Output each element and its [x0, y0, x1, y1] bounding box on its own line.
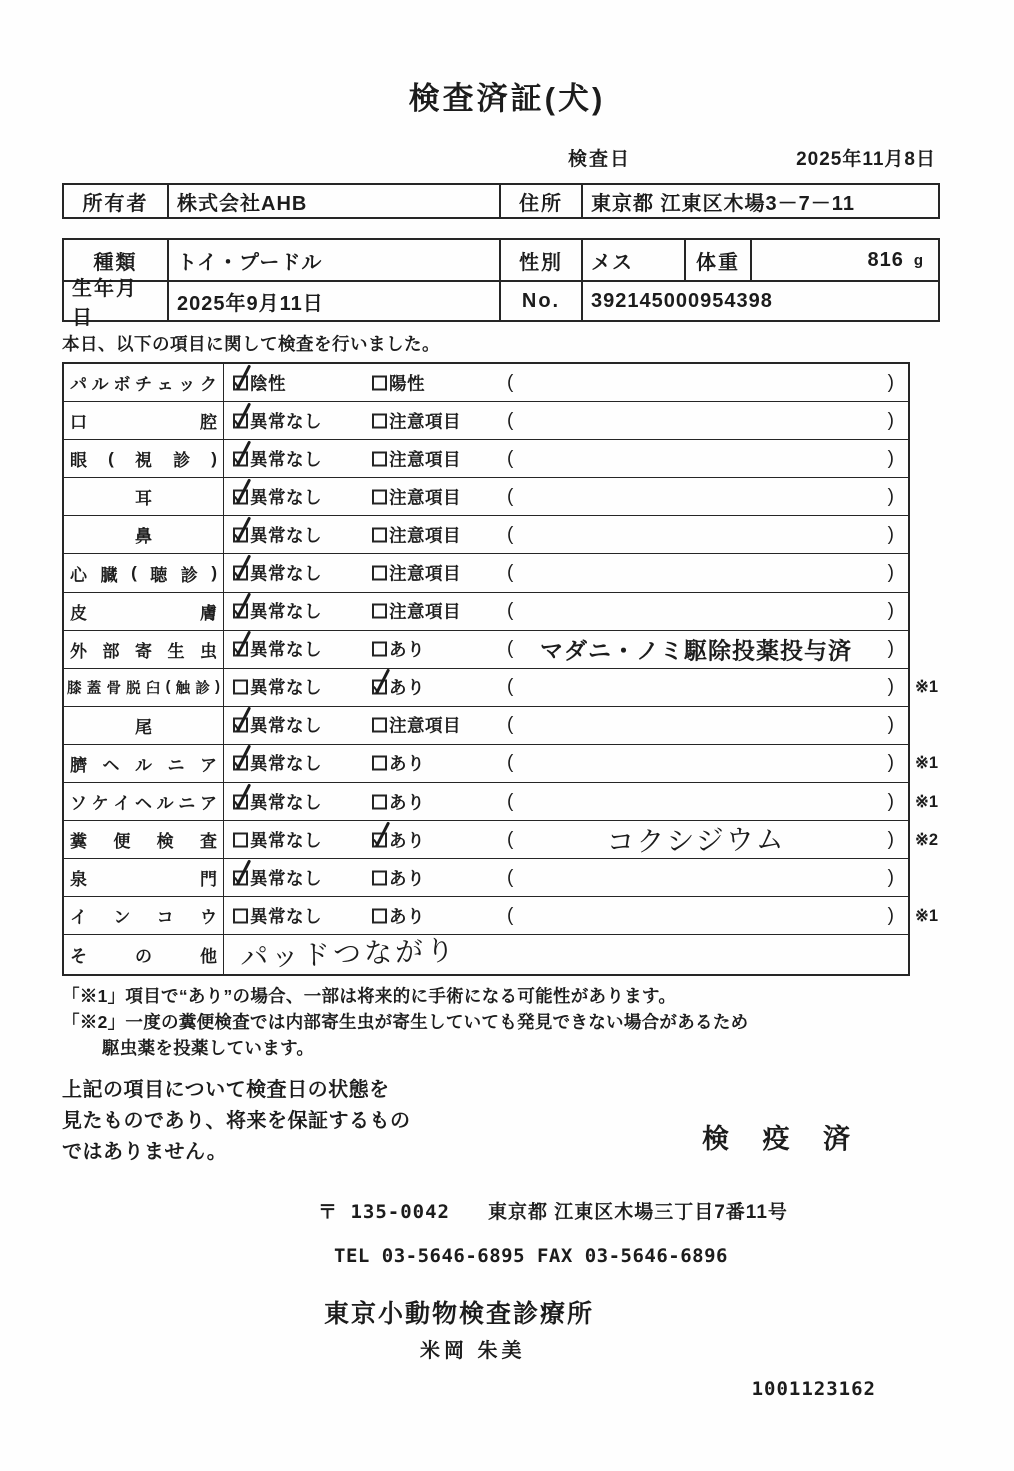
empty-checkbox-icon: [372, 451, 387, 466]
remark-paren-close: ): [887, 447, 894, 469]
option-label: 異常なし: [250, 601, 322, 622]
row-footnote-marker: ※1: [915, 678, 939, 697]
option-1: [233, 751, 322, 776]
row-label: 心 臓 ( 聴 診 ): [64, 554, 224, 591]
option-1: [233, 446, 322, 471]
sex-label: 性別: [499, 240, 581, 280]
remark-paren-open: (: [507, 523, 514, 545]
remark-paren-close: ): [887, 485, 894, 507]
option-2: [372, 561, 461, 586]
empty-checkbox-icon: [372, 718, 387, 733]
weight-value: 816: [867, 248, 904, 271]
checklist-row: [64, 631, 908, 669]
option-1: [233, 713, 322, 738]
checked-checkbox-icon: [372, 680, 387, 695]
row-label: 鼻: [64, 516, 224, 553]
checked-checkbox-icon: [233, 413, 248, 428]
option-1: [233, 637, 322, 662]
footnotes: [62, 983, 940, 1061]
option-2: [372, 751, 425, 776]
checklist-row: [64, 593, 908, 631]
row-label: そ の 他: [64, 935, 224, 973]
option-label: 異常なし: [250, 753, 322, 774]
remark-paren-open: (: [507, 600, 514, 622]
dog-info-row-2: [64, 278, 938, 329]
footnote-2: 「※2」一度の糞便検査では内部寄生虫が寄生していても発見できない場合があるため: [62, 1011, 749, 1032]
row-content: [224, 440, 908, 477]
printed-remark: マダニ・ノミ駆除投薬投与済: [540, 637, 852, 664]
remark-paren-open: (: [507, 752, 514, 774]
option-1: [233, 865, 322, 890]
owner-table: [62, 183, 940, 219]
remark-paren-close: ): [887, 523, 894, 545]
remark-paren-open: (: [507, 409, 514, 431]
checklist-row: [64, 897, 939, 935]
option-1: [233, 675, 322, 700]
row-footnote-marker: ※1: [915, 792, 939, 811]
remark-paren-close: ): [887, 714, 894, 736]
option-label: 異常なし: [250, 639, 322, 660]
option-label: 注意項目: [389, 487, 461, 508]
type-value: トイ・プードル: [167, 240, 499, 280]
sex-value: メス: [581, 240, 684, 280]
empty-checkbox-icon: [372, 566, 387, 581]
option-1: [233, 789, 322, 814]
remark-paren-close: ): [887, 676, 894, 698]
inspection-date-value: 2025年11月8日: [796, 149, 936, 170]
option-label: 異常なし: [250, 830, 322, 851]
option-label: あり: [389, 753, 425, 774]
owner-row: [64, 185, 938, 217]
empty-checkbox-icon: [372, 870, 387, 885]
no-value: 392145000954398: [581, 282, 938, 320]
remark-paren-close: ): [887, 790, 894, 812]
checklist-row: [64, 821, 939, 859]
type-label: 種類: [93, 251, 138, 274]
empty-checkbox-icon: [372, 908, 387, 923]
checklist-table: [62, 362, 939, 976]
clinic-address: 東京都 江東区木場三丁目7番11号: [487, 1201, 788, 1223]
option-label: あり: [389, 792, 425, 813]
disclaimer-line-1: 上記の項目について検査日の状態を: [62, 1078, 390, 1101]
owner-label: 所有者: [82, 192, 149, 215]
row-label: 尾: [64, 707, 224, 744]
empty-checkbox-icon: [372, 756, 387, 771]
option-label: 異常なし: [250, 411, 322, 432]
row-label: 泉 門: [64, 859, 224, 896]
row-content: [224, 669, 908, 706]
option-2: [372, 789, 425, 814]
remark-paren-open: (: [507, 714, 514, 736]
checklist-row: [64, 478, 908, 516]
inspection-date-label: 検査日: [568, 149, 632, 170]
checklist-row: [64, 440, 908, 478]
disclaimer-line-2: 見たものであり、将来を保証するもの: [62, 1109, 411, 1132]
checked-checkbox-icon: [233, 489, 248, 504]
empty-checkbox-icon: [372, 375, 387, 390]
option-2: [372, 903, 425, 928]
row-content: [224, 783, 908, 820]
clinic-person-name: 米岡 朱美: [420, 1339, 526, 1362]
row-content: [224, 364, 908, 401]
option-1: [233, 827, 322, 852]
remark-paren-close: ): [887, 562, 894, 584]
empty-checkbox-icon: [233, 908, 248, 923]
row-footnote-marker: ※2: [915, 830, 939, 849]
option-1: [233, 561, 322, 586]
option-label: 異常なし: [250, 906, 322, 927]
checked-checkbox-icon: [233, 756, 248, 771]
certificate-content: [62, 144, 940, 1400]
row-content: [224, 593, 908, 630]
footnote-1: 「※1」項目で“あり”の場合、一部は将来的に手術になる可能性があります。: [62, 985, 677, 1006]
remark-paren-open: (: [507, 485, 514, 507]
remark-paren-open: (: [507, 828, 514, 850]
intro-text: 本日、以下の項目に関して検査を行いました。: [62, 334, 440, 354]
option-2: [372, 484, 461, 509]
option-1: [233, 484, 322, 509]
page-title: 検査済証(犬): [408, 81, 606, 116]
remark-paren-close: ): [887, 828, 894, 850]
remark-paren-close: ): [887, 866, 894, 888]
remark-paren-open: (: [507, 371, 514, 393]
checked-checkbox-icon: [233, 527, 248, 542]
checklist-row: [64, 402, 908, 440]
option-2: [372, 637, 425, 662]
option-label: あり: [389, 906, 425, 927]
remark-paren-open: (: [507, 866, 514, 888]
weight-unit: g: [913, 251, 924, 269]
checklist-row: [64, 516, 908, 554]
option-label: 異常なし: [250, 868, 322, 889]
empty-checkbox-icon: [372, 604, 387, 619]
option-label: 異常なし: [250, 563, 322, 584]
row-label: 耳: [64, 478, 224, 515]
option-label: あり: [389, 868, 425, 889]
option-label: 陰性: [250, 373, 286, 394]
remark-paren-close: ): [887, 409, 894, 431]
row-content: [224, 631, 908, 668]
checklist-row: [64, 669, 939, 707]
empty-checkbox-icon: [372, 642, 387, 657]
row-content: [224, 935, 908, 973]
option-label: あり: [389, 677, 425, 698]
remark-paren-open: (: [507, 562, 514, 584]
option-2: [372, 446, 461, 471]
option-2: [372, 522, 461, 547]
remark-paren-open: (: [507, 638, 514, 660]
row-content: [224, 402, 908, 439]
remark-paren-close: ): [887, 904, 894, 926]
disclaimer-line-3: ではありません。: [62, 1140, 228, 1163]
checklist-row: [64, 364, 908, 402]
option-1: [233, 370, 286, 395]
address-label: 住所: [499, 185, 581, 217]
option-label: 注意項目: [389, 449, 461, 470]
checked-checkbox-icon: [233, 451, 248, 466]
row-content: [224, 897, 908, 934]
remark-paren-open: (: [507, 790, 514, 812]
footnote-2-continued: 駆虫薬を投薬しています。: [102, 1037, 315, 1058]
row-label: イ ン コ ウ: [64, 897, 224, 934]
row-content: [224, 516, 908, 553]
option-label: 異常なし: [250, 449, 322, 470]
clinic-name: 東京小動物検査診療所: [324, 1299, 595, 1328]
row-content: [224, 821, 908, 858]
remark-paren-open: (: [507, 676, 514, 698]
checklist-row: [64, 935, 908, 973]
dog-info-table: [62, 238, 940, 329]
option-label: 注意項目: [389, 715, 461, 736]
option-1: [233, 599, 322, 624]
option-2: [372, 827, 425, 852]
birthdate-value: 2025年9月11日: [167, 282, 499, 320]
option-1: [233, 903, 322, 928]
empty-checkbox-icon: [372, 413, 387, 428]
checked-checkbox-icon: [233, 375, 248, 390]
option-label: 異常なし: [250, 525, 322, 546]
row-label: 臍 ヘ ル ニ ア: [64, 745, 224, 782]
weight-value-cell: [750, 240, 938, 280]
checklist-row: [64, 554, 908, 592]
option-label: 異常なし: [250, 677, 322, 698]
row-footnote-marker: ※1: [915, 906, 939, 925]
option-label: 注意項目: [389, 563, 461, 584]
option-label: 異常なし: [250, 792, 322, 813]
checked-checkbox-icon: [233, 566, 248, 581]
option-2: [372, 370, 425, 395]
option-1: [233, 522, 322, 547]
option-label: 陽性: [389, 373, 425, 394]
option-label: 注意項目: [389, 601, 461, 622]
option-2: [372, 675, 425, 700]
row-content: [224, 478, 908, 515]
empty-checkbox-icon: [372, 489, 387, 504]
disclaimer-block: [62, 1075, 940, 1183]
checked-checkbox-icon: [233, 718, 248, 733]
option-label: あり: [389, 830, 425, 851]
checked-checkbox-icon: [372, 832, 387, 847]
checked-checkbox-icon: [233, 870, 248, 885]
no-label: No.: [499, 282, 581, 320]
row-footnote-marker: ※1: [915, 754, 939, 773]
checked-checkbox-icon: [233, 604, 248, 619]
birthdate-label: 生年月日: [72, 278, 138, 329]
weight-label: 体重: [684, 240, 750, 280]
row-label: パ ル ボ チ ェ ッ ク: [64, 364, 224, 401]
checked-checkbox-icon: [233, 642, 248, 657]
remark-paren-close: ): [887, 600, 894, 622]
inspection-date-row: [62, 144, 940, 170]
row-label: 膝 蓋 骨 脱 臼 ( 触 診 ): [64, 669, 224, 706]
checklist-row: [64, 707, 908, 745]
row-label: 皮 膚: [64, 593, 224, 630]
address-value: 東京都 江東区木場3－7－11: [581, 185, 938, 217]
clinic-postal-code: 〒 135-0042: [318, 1200, 450, 1223]
row-label: 外 部 寄 生 虫: [64, 631, 224, 668]
empty-checkbox-icon: [372, 794, 387, 809]
checklist-row: [64, 783, 939, 821]
option-2: [372, 408, 461, 433]
quarantine-stamp: 検 疫 済: [702, 1123, 864, 1154]
clinic-telfax: TEL 03-5646-6895 FAX 03-5646-6896: [334, 1244, 728, 1267]
checked-checkbox-icon: [233, 794, 248, 809]
option-label: 注意項目: [389, 525, 461, 546]
dog-info-row-1: [64, 240, 938, 280]
owner-value: 株式会社AHB: [167, 185, 499, 217]
remark-paren-open: (: [507, 904, 514, 926]
option-label: あり: [389, 639, 425, 660]
option-1: [233, 408, 322, 433]
remark-paren-close: ): [887, 638, 894, 660]
option-label: 注意項目: [389, 411, 461, 432]
option-2: [372, 713, 461, 738]
option-label: 異常なし: [250, 715, 322, 736]
row-label: 口 腔: [64, 402, 224, 439]
row-content: [224, 859, 908, 896]
checklist-row: [64, 859, 908, 897]
option-label: 異常なし: [250, 487, 322, 508]
checklist-row: [64, 745, 939, 783]
remark-paren-open: (: [507, 447, 514, 469]
remark-paren-close: ): [887, 371, 894, 393]
handwritten-remark: コクシジウム: [606, 823, 786, 858]
empty-checkbox-icon: [233, 680, 248, 695]
row-label: 眼 ( 視 診 ): [64, 440, 224, 477]
handwritten-note: パッドつながり: [239, 935, 458, 974]
row-label: ソ ケ イ ヘ ル ニ ア: [64, 783, 224, 820]
option-2: [372, 865, 425, 890]
row-content: [224, 707, 908, 744]
empty-checkbox-icon: [233, 832, 248, 847]
row-content: [224, 745, 908, 782]
document-code: 1001123162: [751, 1377, 876, 1400]
row-label: 糞 便 検 査: [64, 821, 224, 858]
empty-checkbox-icon: [372, 527, 387, 542]
clinic-postal-row: [62, 1197, 940, 1224]
option-2: [372, 599, 461, 624]
row-content: [224, 554, 908, 591]
remark-paren-close: ): [887, 752, 894, 774]
